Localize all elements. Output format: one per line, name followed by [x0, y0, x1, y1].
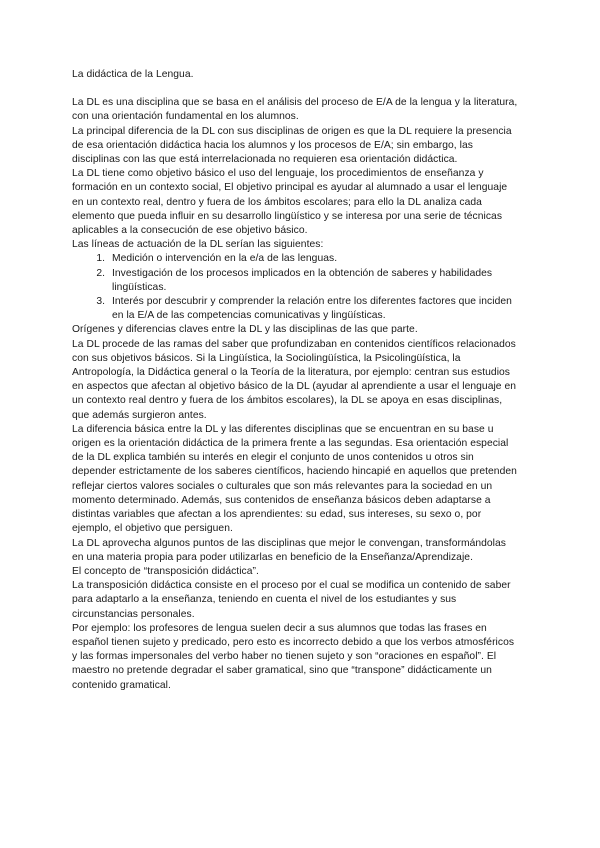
section-heading-origins: Orígenes y diferencias claves entre la DL y las disciplinas de las que parte. [72, 324, 418, 336]
paragraph-transposition-definition: La transposición didáctica consiste en el proceso por el cual se modifica un contenido de saber para adaptarlo a la enseñanza, teniendo en cuenta el nivel de los estudiantes y sus circunstancias personales. [72, 580, 511, 620]
paragraph-definition: La DL es una disciplina que se basa en el análisis del proceso de E/A de la lengua y la literatura, con una orientación fundamental en los alumnos. [72, 97, 518, 123]
paragraph-objective: La DL tiene como objetivo básico el uso del lenguaje, los procedimientos de enseñanza y formación en un contexto social, El objetivo principal es ayudar al alumnado a usar el lenguaje en un contexto real, dentro y fuera de los ámbitos escolares; para ello la DL analiza cada elemento que pueda influir en su desarrollo lingüístico y se interesa por una serie de técnicas aplicables a la consecución de ese objetivo básico. [72, 168, 508, 237]
section-heading-transposition: El concepto de “transposición didáctica”. [72, 565, 259, 577]
paragraph-lines-intro: Las líneas de actuación de la DL serían las siguientes: [72, 239, 324, 251]
document-title: La didáctica de la Lengua. [72, 69, 194, 80]
paragraph-origins: La DL procede de las ramas del saber que profundizaban en contenidos científicos relacionados con sus objetivos básicos. Si la Lingüística, la Sociolingüística, la Psicolingüística, la Antropología, la Didáctica general o la Teoría de la literatura, por ejemplo: centran sus estudios en aspectos que afectan al objetivo básico de la DL (ayudar al aprendiente a usar el lenguaje en un contexto real dentro y fuera de los ámbitos escolares), la DL se apoya en esas disciplinas, que además surgieron antes. [72, 338, 517, 421]
lines-of-action-list [72, 252, 518, 323]
list-item: 3. Interés por descubrir y comprender la relación entre los diferentes factores que inciden en la E/A de las competencias comunicativas y lingüísticas. [108, 295, 518, 323]
paragraph-leverage: La DL aprovecha algunos puntos de las disciplinas que mejor le convengan, transformándolas en una materia propia para poder utilizarlas en beneficio de la Enseñanza/Aprendizaje. [72, 537, 506, 563]
paragraph-main-difference: La principal diferencia de la DL con sus disciplinas de origen es que la DL requiere la presencia de esa orientación didáctica hacia los alumnos y los procesos de E/A; sin embargo, las disciplinas con las que está interrelacionada no requieren esa orientación didáctica. [72, 125, 512, 166]
list-item: 1. Medición o intervención en la e/a de las lenguas. [108, 252, 518, 266]
paragraph-example: Por ejemplo: los profesores de lengua suelen decir a sus alumnos que todas las frases en español tienen sujeto y predicado, pero esto es incorrecto debido a que los verbos atmosféricos y las formas impersonales del verbo haber no tienen sujeto y son “oraciones en español”. El maestro no pretende degradar el saber gramatical, sino que “transpone” didácticamente un contenido gramatical. [72, 622, 515, 691]
paragraph-basic-difference: La diferencia básica entre la DL y las diferentes disciplinas que se encuentran en su base u origen es la orientación didáctica de la primera frente a las segundas. Esa orientación especial de la DL explica también su interés en elegir el conjunto de unos contenidos u otros sin depender estrictamente de los saberes científicos, haciendo hincapié en aquellos que pretenden reflejar ciertos valores sociales o culturales que son más relevantes para la sociedad en un momento determinado. Además, sus contenidos de enseñanza básicos deben adaptarse a distintas variables que afectan a los aprendientes: su edad, sus intereses, su sexo o, por ejemplo, el objetivo que persiguen. [72, 423, 517, 535]
list-item: 2. Investigación de los procesos implicados en la obtención de saberes y habilidades lingüísticas. [108, 267, 518, 295]
